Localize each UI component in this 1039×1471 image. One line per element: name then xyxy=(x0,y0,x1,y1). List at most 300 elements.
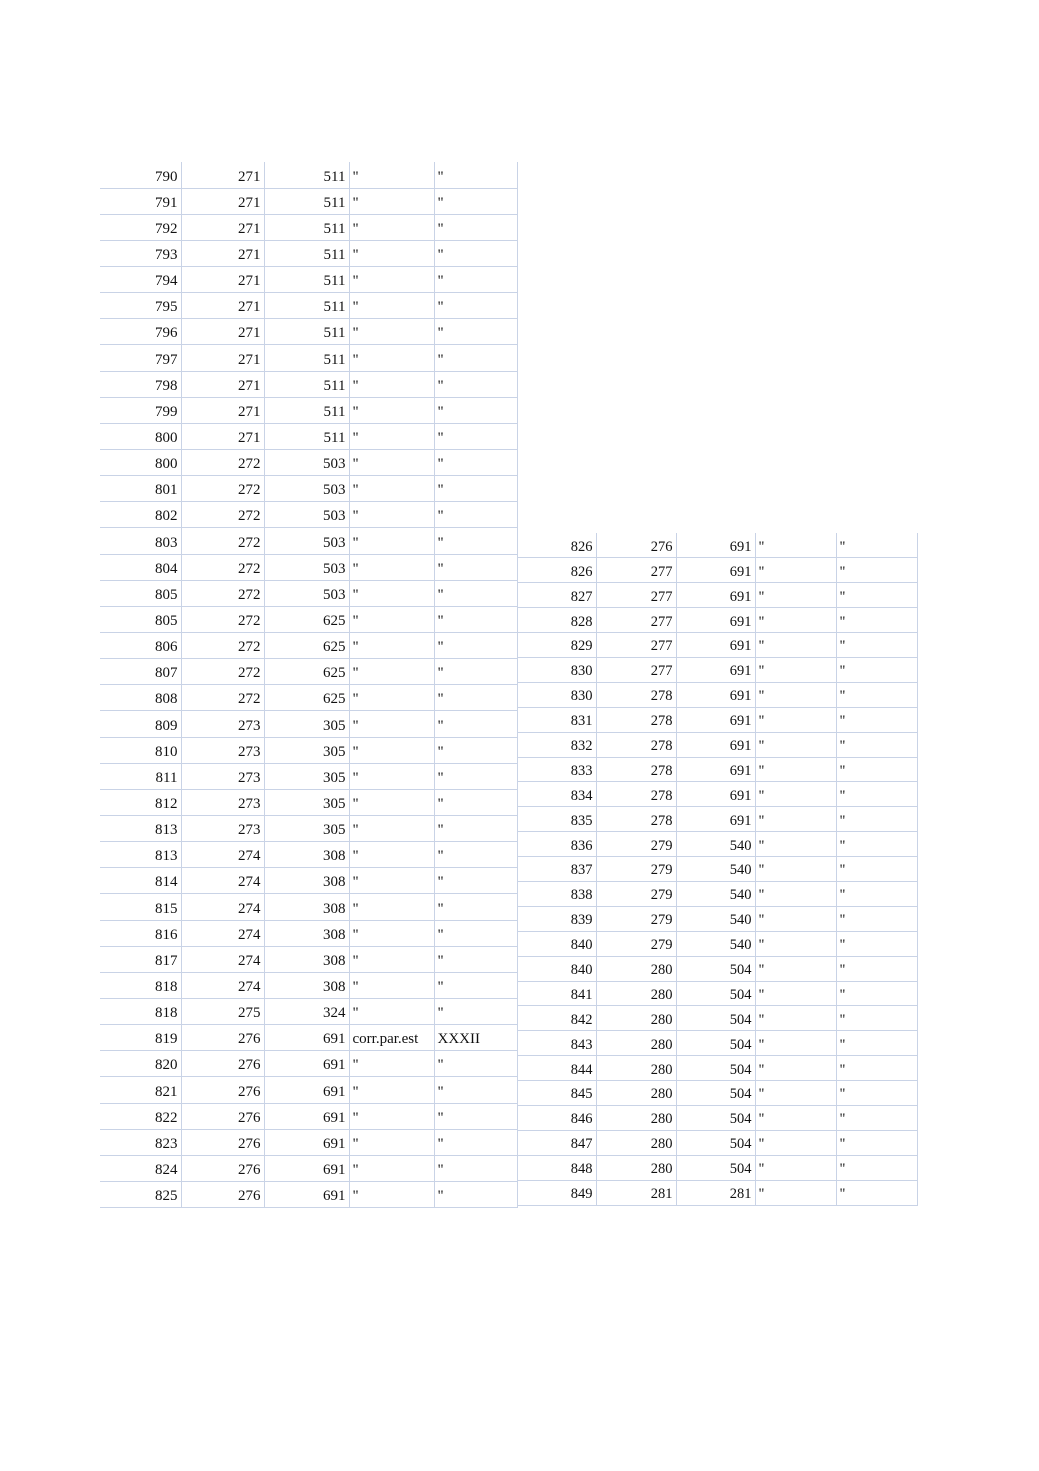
entry-number-cell: 810 xyxy=(100,737,181,763)
ditto-cell-a: " xyxy=(349,1181,434,1207)
page-number-cell: 277 xyxy=(596,558,676,583)
ditto-cell-b: " xyxy=(836,558,917,583)
table-row xyxy=(100,450,517,476)
page-number-cell: 271 xyxy=(181,371,264,397)
entry-number-cell: 815 xyxy=(100,894,181,920)
folio-number-cell: 511 xyxy=(264,319,349,345)
table-row xyxy=(100,319,517,345)
ditto-cell-b: " xyxy=(434,450,517,476)
folio-number-cell: 305 xyxy=(264,816,349,842)
page-number-cell: 280 xyxy=(596,981,676,1006)
table-row xyxy=(517,1155,917,1180)
ditto-cell-b: " xyxy=(836,1056,917,1081)
table-row xyxy=(517,558,917,583)
page-number-cell: 271 xyxy=(181,423,264,449)
page-number-cell: 280 xyxy=(596,1155,676,1180)
table-row xyxy=(100,1103,517,1129)
table-row xyxy=(517,1006,917,1031)
ditto-cell-b: " xyxy=(434,1129,517,1155)
table-row xyxy=(517,956,917,981)
entry-number-cell: 806 xyxy=(100,633,181,659)
folio-number-cell: 691 xyxy=(676,608,755,633)
ditto-cell-a: " xyxy=(349,528,434,554)
folio-number-cell: 503 xyxy=(264,476,349,502)
entry-number-cell: 828 xyxy=(517,608,596,633)
ditto-cell-b: " xyxy=(434,162,517,188)
ditto-cell-a: " xyxy=(755,1031,836,1056)
page-number-cell: 278 xyxy=(596,707,676,732)
folio-number-cell: 511 xyxy=(264,423,349,449)
entry-number-cell: 811 xyxy=(100,763,181,789)
folio-number-cell: 691 xyxy=(676,782,755,807)
table-row xyxy=(100,894,517,920)
ditto-cell-b: " xyxy=(836,906,917,931)
ditto-cell-a: " xyxy=(755,707,836,732)
ditto-cell-a: " xyxy=(349,685,434,711)
entry-number-cell: 813 xyxy=(100,816,181,842)
ditto-cell-a: " xyxy=(349,763,434,789)
page-number-cell: 273 xyxy=(181,763,264,789)
ditto-cell-a: " xyxy=(349,894,434,920)
folio-number-cell: 691 xyxy=(676,533,755,558)
page-number-cell: 272 xyxy=(181,502,264,528)
ditto-cell-a: " xyxy=(349,1077,434,1103)
ditto-cell-a: " xyxy=(755,1130,836,1155)
table-row xyxy=(100,999,517,1025)
table-row xyxy=(100,528,517,554)
ditto-cell-b: " xyxy=(836,857,917,882)
folio-number-cell: 540 xyxy=(676,906,755,931)
ditto-cell-a: corr.par.est xyxy=(349,1025,434,1051)
entry-number-cell: 818 xyxy=(100,972,181,998)
table-row xyxy=(100,789,517,815)
entry-number-cell: 820 xyxy=(100,1051,181,1077)
entry-number-cell: 834 xyxy=(517,782,596,807)
ditto-cell-a: " xyxy=(755,633,836,658)
ditto-cell-a: " xyxy=(755,682,836,707)
ditto-cell-a: " xyxy=(755,1105,836,1130)
entry-number-cell: 792 xyxy=(100,214,181,240)
page-number-cell: 277 xyxy=(596,583,676,608)
table-row xyxy=(100,397,517,423)
folio-number-cell: 540 xyxy=(676,832,755,857)
ditto-cell-b: " xyxy=(836,583,917,608)
ditto-cell-b: " xyxy=(434,894,517,920)
table-row xyxy=(100,842,517,868)
entry-number-cell: 791 xyxy=(100,188,181,214)
ditto-cell-a: " xyxy=(755,931,836,956)
page-number-cell: 274 xyxy=(181,868,264,894)
entry-number-cell: 809 xyxy=(100,711,181,737)
table-row xyxy=(517,1056,917,1081)
ditto-cell-b: " xyxy=(434,214,517,240)
page-number-cell: 271 xyxy=(181,397,264,423)
ditto-cell-b: " xyxy=(434,397,517,423)
ditto-cell-b: " xyxy=(434,737,517,763)
ditto-cell-b: " xyxy=(836,782,917,807)
ditto-cell-a: " xyxy=(755,906,836,931)
folio-number-cell: 511 xyxy=(264,345,349,371)
entry-number-cell: 842 xyxy=(517,1006,596,1031)
entry-number-cell: 802 xyxy=(100,502,181,528)
page-number-cell: 273 xyxy=(181,711,264,737)
page-number-cell: 276 xyxy=(181,1103,264,1129)
ditto-cell-b: " xyxy=(836,1081,917,1106)
entry-number-cell: 844 xyxy=(517,1056,596,1081)
ditto-cell-b: " xyxy=(836,1105,917,1130)
folio-number-cell: 540 xyxy=(676,931,755,956)
page-number-cell: 272 xyxy=(181,450,264,476)
table-row xyxy=(100,972,517,998)
table-row xyxy=(517,931,917,956)
folio-number-cell: 540 xyxy=(676,881,755,906)
page-number-cell: 273 xyxy=(181,737,264,763)
ditto-cell-b: " xyxy=(836,682,917,707)
table-row xyxy=(100,188,517,214)
table-row xyxy=(100,868,517,894)
ditto-cell-b: " xyxy=(836,533,917,558)
entry-number-cell: 845 xyxy=(517,1081,596,1106)
page-number-cell: 276 xyxy=(181,1129,264,1155)
folio-number-cell: 691 xyxy=(676,732,755,757)
folio-number-cell: 691 xyxy=(264,1025,349,1051)
ditto-cell-b: " xyxy=(836,981,917,1006)
entry-number-cell: 790 xyxy=(100,162,181,188)
ditto-cell-a: " xyxy=(349,554,434,580)
entry-number-cell: 829 xyxy=(517,633,596,658)
page-number-cell: 271 xyxy=(181,188,264,214)
folio-number-cell: 504 xyxy=(676,1130,755,1155)
page-number-cell: 280 xyxy=(596,1130,676,1155)
right-data-table xyxy=(517,533,918,1206)
ditto-cell-b: " xyxy=(434,842,517,868)
folio-number-cell: 281 xyxy=(676,1180,755,1205)
page-number-cell: 272 xyxy=(181,580,264,606)
ditto-cell-b: " xyxy=(434,371,517,397)
ditto-cell-b: " xyxy=(836,1031,917,1056)
page-number-cell: 271 xyxy=(181,345,264,371)
ditto-cell-a: " xyxy=(755,558,836,583)
entry-number-cell: 840 xyxy=(517,956,596,981)
folio-number-cell: 503 xyxy=(264,528,349,554)
page-number-cell: 272 xyxy=(181,685,264,711)
page-number-cell: 272 xyxy=(181,554,264,580)
table-row xyxy=(517,583,917,608)
ditto-cell-a: " xyxy=(349,476,434,502)
page-number-cell: 272 xyxy=(181,528,264,554)
ditto-cell-a: " xyxy=(349,1103,434,1129)
table-row xyxy=(100,1051,517,1077)
table-row xyxy=(100,1025,517,1051)
ditto-cell-b: " xyxy=(434,502,517,528)
entry-number-cell: 804 xyxy=(100,554,181,580)
folio-number-cell: 691 xyxy=(676,657,755,682)
folio-number-cell: 308 xyxy=(264,894,349,920)
page-number-cell: 279 xyxy=(596,906,676,931)
ditto-cell-a: " xyxy=(349,842,434,868)
entry-number-cell: 826 xyxy=(517,558,596,583)
ditto-cell-a: " xyxy=(349,816,434,842)
ditto-cell-b: " xyxy=(434,1103,517,1129)
ditto-cell-b: " xyxy=(434,685,517,711)
ditto-cell-b: " xyxy=(434,345,517,371)
entry-number-cell: 814 xyxy=(100,868,181,894)
table-row xyxy=(100,345,517,371)
folio-number-cell: 625 xyxy=(264,606,349,632)
table-row xyxy=(100,763,517,789)
ditto-cell-b: " xyxy=(434,633,517,659)
page-number-cell: 272 xyxy=(181,476,264,502)
folio-number-cell: 503 xyxy=(264,502,349,528)
ditto-cell-b: " xyxy=(836,1130,917,1155)
folio-number-cell: 511 xyxy=(264,240,349,266)
folio-number-cell: 511 xyxy=(264,371,349,397)
folio-number-cell: 625 xyxy=(264,659,349,685)
ditto-cell-a: " xyxy=(755,583,836,608)
folio-number-cell: 691 xyxy=(676,558,755,583)
ditto-cell-a: " xyxy=(349,580,434,606)
folio-number-cell: 503 xyxy=(264,450,349,476)
ditto-cell-b: " xyxy=(434,711,517,737)
ditto-cell-b: XXXII xyxy=(434,1025,517,1051)
table-row xyxy=(517,1031,917,1056)
table-row xyxy=(100,580,517,606)
folio-number-cell: 504 xyxy=(676,1081,755,1106)
entry-number-cell: 797 xyxy=(100,345,181,371)
ditto-cell-a: " xyxy=(755,757,836,782)
ditto-cell-b: " xyxy=(434,972,517,998)
table-row xyxy=(517,981,917,1006)
folio-number-cell: 691 xyxy=(264,1077,349,1103)
page-number-cell: 274 xyxy=(181,920,264,946)
entry-number-cell: 848 xyxy=(517,1155,596,1180)
entry-number-cell: 825 xyxy=(100,1181,181,1207)
table-row xyxy=(100,423,517,449)
folio-number-cell: 691 xyxy=(264,1155,349,1181)
folio-number-cell: 504 xyxy=(676,1006,755,1031)
folio-number-cell: 503 xyxy=(264,580,349,606)
table-row xyxy=(517,757,917,782)
folio-number-cell: 511 xyxy=(264,214,349,240)
entry-number-cell: 841 xyxy=(517,981,596,1006)
folio-number-cell: 691 xyxy=(676,682,755,707)
page-number-cell: 276 xyxy=(181,1025,264,1051)
ditto-cell-b: " xyxy=(836,931,917,956)
ditto-cell-b: " xyxy=(836,732,917,757)
entry-number-cell: 818 xyxy=(100,999,181,1025)
ditto-cell-b: " xyxy=(434,946,517,972)
ditto-cell-a: " xyxy=(755,981,836,1006)
table-row xyxy=(517,1105,917,1130)
entry-number-cell: 807 xyxy=(100,659,181,685)
page-number-cell: 274 xyxy=(181,894,264,920)
page-number-cell: 277 xyxy=(596,657,676,682)
table-row xyxy=(100,1155,517,1181)
ditto-cell-b: " xyxy=(434,789,517,815)
ditto-cell-b: " xyxy=(434,920,517,946)
entry-number-cell: 796 xyxy=(100,319,181,345)
folio-number-cell: 305 xyxy=(264,737,349,763)
ditto-cell-b: " xyxy=(434,267,517,293)
ditto-cell-b: " xyxy=(434,1181,517,1207)
folio-number-cell: 511 xyxy=(264,267,349,293)
table-row xyxy=(517,1180,917,1205)
ditto-cell-a: " xyxy=(349,972,434,998)
ditto-cell-b: " xyxy=(434,580,517,606)
page-number-cell: 271 xyxy=(181,214,264,240)
table-row xyxy=(100,476,517,502)
folio-number-cell: 504 xyxy=(676,1056,755,1081)
entry-number-cell: 812 xyxy=(100,789,181,815)
entry-number-cell: 819 xyxy=(100,1025,181,1051)
ditto-cell-a: " xyxy=(349,1129,434,1155)
ditto-cell-a: " xyxy=(755,857,836,882)
table-row xyxy=(100,685,517,711)
ditto-cell-b: " xyxy=(434,188,517,214)
ditto-cell-b: " xyxy=(434,423,517,449)
folio-number-cell: 511 xyxy=(264,162,349,188)
ditto-cell-a: " xyxy=(755,881,836,906)
table-row xyxy=(517,633,917,658)
left-data-table xyxy=(100,162,518,1208)
ditto-cell-a: " xyxy=(349,868,434,894)
folio-number-cell: 305 xyxy=(264,763,349,789)
page-number-cell: 272 xyxy=(181,659,264,685)
ditto-cell-b: " xyxy=(434,319,517,345)
ditto-cell-b: " xyxy=(836,757,917,782)
ditto-cell-b: " xyxy=(836,807,917,832)
page-number-cell: 277 xyxy=(596,608,676,633)
table-row xyxy=(517,881,917,906)
ditto-cell-b: " xyxy=(434,554,517,580)
ditto-cell-b: " xyxy=(836,832,917,857)
folio-number-cell: 504 xyxy=(676,1105,755,1130)
table-row xyxy=(100,1181,517,1207)
entry-number-cell: 840 xyxy=(517,931,596,956)
folio-number-cell: 691 xyxy=(264,1051,349,1077)
ditto-cell-b: " xyxy=(836,1180,917,1205)
folio-number-cell: 305 xyxy=(264,789,349,815)
ditto-cell-a: " xyxy=(349,711,434,737)
table-row xyxy=(517,857,917,882)
ditto-cell-b: " xyxy=(434,763,517,789)
ditto-cell-a: " xyxy=(349,214,434,240)
page-number-cell: 271 xyxy=(181,267,264,293)
table-row xyxy=(100,502,517,528)
folio-number-cell: 625 xyxy=(264,685,349,711)
page-number-cell: 274 xyxy=(181,842,264,868)
page-number-cell: 278 xyxy=(596,682,676,707)
folio-number-cell: 691 xyxy=(676,807,755,832)
ditto-cell-b: " xyxy=(434,1155,517,1181)
ditto-cell-a: " xyxy=(349,999,434,1025)
page-number-cell: 280 xyxy=(596,1105,676,1130)
page-number-cell: 280 xyxy=(596,1056,676,1081)
entry-number-cell: 793 xyxy=(100,240,181,266)
ditto-cell-a: " xyxy=(755,657,836,682)
table-row xyxy=(517,682,917,707)
page-number-cell: 280 xyxy=(596,956,676,981)
entry-number-cell: 803 xyxy=(100,528,181,554)
ditto-cell-a: " xyxy=(349,502,434,528)
page-number-cell: 274 xyxy=(181,946,264,972)
ditto-cell-a: " xyxy=(349,319,434,345)
ditto-cell-a: " xyxy=(349,371,434,397)
entry-number-cell: 798 xyxy=(100,371,181,397)
table-row xyxy=(100,214,517,240)
folio-number-cell: 691 xyxy=(676,707,755,732)
page-number-cell: 279 xyxy=(596,832,676,857)
ditto-cell-a: " xyxy=(755,1180,836,1205)
ditto-cell-a: " xyxy=(755,1006,836,1031)
ditto-cell-a: " xyxy=(349,633,434,659)
table-row xyxy=(517,807,917,832)
folio-number-cell: 308 xyxy=(264,842,349,868)
folio-number-cell: 511 xyxy=(264,397,349,423)
page-number-cell: 271 xyxy=(181,162,264,188)
ditto-cell-b: " xyxy=(836,956,917,981)
folio-number-cell: 691 xyxy=(264,1129,349,1155)
ditto-cell-a: " xyxy=(755,732,836,757)
table-row xyxy=(100,293,517,319)
page-number-cell: 280 xyxy=(596,1006,676,1031)
table-row xyxy=(517,1081,917,1106)
ditto-cell-b: " xyxy=(434,868,517,894)
folio-number-cell: 691 xyxy=(264,1103,349,1129)
page-number-cell: 281 xyxy=(596,1180,676,1205)
page-number-cell: 276 xyxy=(181,1155,264,1181)
ditto-cell-b: " xyxy=(836,1155,917,1180)
ditto-cell-b: " xyxy=(434,999,517,1025)
table-row xyxy=(517,782,917,807)
entry-number-cell: 846 xyxy=(517,1105,596,1130)
ditto-cell-b: " xyxy=(836,881,917,906)
page-number-cell: 272 xyxy=(181,606,264,632)
ditto-cell-a: " xyxy=(349,397,434,423)
ditto-cell-b: " xyxy=(434,240,517,266)
entry-number-cell: 837 xyxy=(517,857,596,882)
table-row xyxy=(100,711,517,737)
table-row xyxy=(517,1130,917,1155)
entry-number-cell: 838 xyxy=(517,881,596,906)
ditto-cell-a: " xyxy=(755,533,836,558)
ditto-cell-a: " xyxy=(349,267,434,293)
table-row xyxy=(100,1077,517,1103)
folio-number-cell: 691 xyxy=(676,757,755,782)
ditto-cell-a: " xyxy=(349,920,434,946)
table-row xyxy=(517,533,917,558)
page-number-cell: 280 xyxy=(596,1081,676,1106)
page-number-cell: 273 xyxy=(181,789,264,815)
entry-number-cell: 830 xyxy=(517,682,596,707)
ditto-cell-a: " xyxy=(349,659,434,685)
folio-number-cell: 504 xyxy=(676,956,755,981)
entry-number-cell: 835 xyxy=(517,807,596,832)
ditto-cell-a: " xyxy=(349,188,434,214)
entry-number-cell: 795 xyxy=(100,293,181,319)
table-row xyxy=(100,554,517,580)
entry-number-cell: 847 xyxy=(517,1130,596,1155)
entry-number-cell: 826 xyxy=(517,533,596,558)
ditto-cell-a: " xyxy=(349,606,434,632)
entry-number-cell: 832 xyxy=(517,732,596,757)
folio-number-cell: 511 xyxy=(264,293,349,319)
ditto-cell-a: " xyxy=(755,807,836,832)
table-row xyxy=(517,608,917,633)
entry-number-cell: 849 xyxy=(517,1180,596,1205)
table-row xyxy=(100,371,517,397)
entry-number-cell: 823 xyxy=(100,1129,181,1155)
